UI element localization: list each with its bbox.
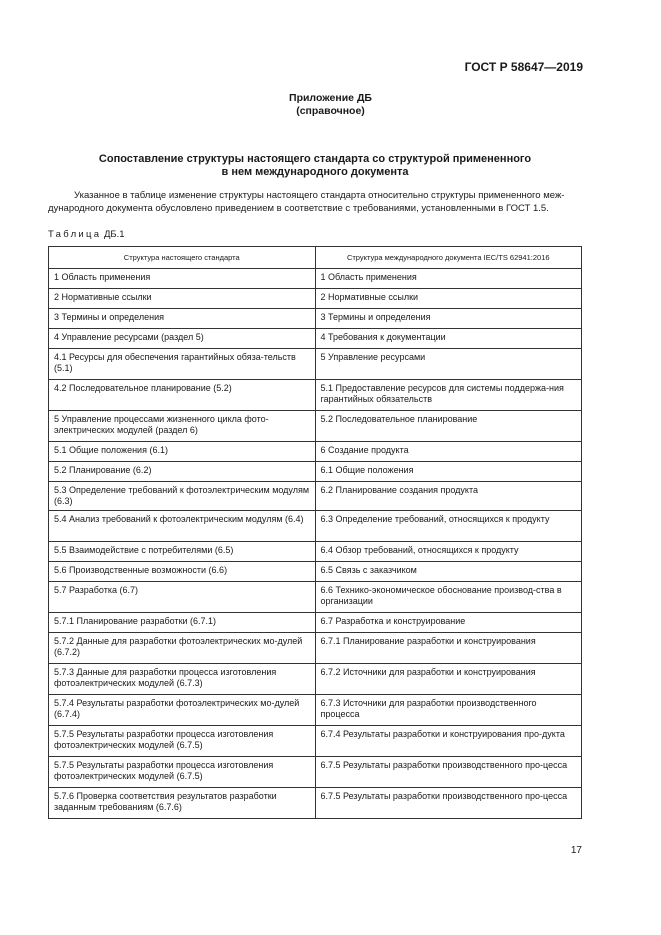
appendix-subtitle: (справочное)	[296, 105, 365, 117]
table-cell-standard: 5.5 Взаимодействие с потребителями (6.5)	[49, 542, 316, 562]
table-cell-international: 6.7.1 Планирование разработки и конструирования	[315, 633, 582, 664]
table-cell-standard: 3 Термины и определения	[49, 309, 316, 329]
table-cell-standard: 5 Управление процессами жизненного цикла фото-электрических модулей (раздел 6)	[49, 411, 316, 442]
table-cell-international: 6.7.2 Источники для разработки и конструирования	[315, 664, 582, 695]
table-cell-standard: 5.7.3 Данные для разработки процесса изготовления фотоэлектрических модулей (6.7.3)	[49, 664, 316, 695]
table-cell-standard: 4 Управление ресурсами (раздел 5)	[49, 329, 316, 349]
section-title-line1: Сопоставление структуры настоящего стандарта со структурой примененного	[98, 153, 532, 165]
table-cell-standard: 5.7.5 Результаты разработки процесса изготовления фотоэлектрических модулей (6.7.5)	[49, 757, 316, 788]
intro-line1: Указанное в таблице изменение структуры настоящего стандарта относительно структуры примененного меж-	[74, 190, 565, 201]
page-number: 17	[570, 845, 582, 856]
table-row	[49, 511, 582, 542]
table-cell-international: 6.1 Общие положения	[315, 462, 582, 482]
table-row	[49, 757, 582, 788]
table-cell-international: 6.3 Определение требований, относящихся к продукту	[315, 511, 582, 542]
table-row	[49, 309, 582, 329]
section-title-line2: в нем международного документа	[221, 166, 409, 178]
table-cell-international: 6.7 Разработка и конструирование	[315, 613, 582, 633]
table-cell-standard: 5.7 Разработка (6.7)	[49, 582, 316, 613]
table-cell-standard: 4.1 Ресурсы для обеспечения гарантийных обяза-тельств (5.1)	[49, 349, 316, 380]
table-cell-international: 6.5 Связь с заказчиком	[315, 562, 582, 582]
document-code: ГОСТ Р 58647—2019	[464, 60, 583, 74]
table-cell-standard: 5.7.5 Результаты разработки процесса изготовления фотоэлектрических модулей (6.7.5)	[49, 726, 316, 757]
table-cell-international: 5.2 Последовательное планирование	[315, 411, 582, 442]
table-row	[49, 542, 582, 562]
intro-paragraph	[48, 189, 582, 215]
table-row	[49, 562, 582, 582]
table-row	[49, 613, 582, 633]
table-row	[49, 442, 582, 462]
table-cell-international: 6.7.3 Источники для разработки производственного процесса	[315, 695, 582, 726]
table-cell-standard: 5.4 Анализ требований к фотоэлектрическим модулям (6.4)	[49, 511, 316, 542]
table-row	[49, 269, 582, 289]
table-row	[49, 349, 582, 380]
table-row	[49, 582, 582, 613]
table-row	[49, 788, 582, 819]
table-cell-international: 3 Термины и определения	[315, 309, 582, 329]
table-cell-standard: 5.1 Общие положения (6.1)	[49, 442, 316, 462]
table-row	[49, 380, 582, 411]
table-cell-international: 6 Создание продукта	[315, 442, 582, 462]
table-row	[49, 462, 582, 482]
table-cell-international: 2 Нормативные ссылки	[315, 289, 582, 309]
table-caption-prefix: Таблица	[48, 229, 102, 240]
table-cell-international: 6.4 Обзор требований, относящихся к продукту	[315, 542, 582, 562]
section-title	[60, 153, 570, 179]
table-row	[49, 411, 582, 442]
table-row	[49, 482, 582, 511]
table-cell-standard: 1 Область применения	[49, 269, 316, 289]
table-row	[49, 633, 582, 664]
table-cell-standard: 5.6 Производственные возможности (6.6)	[49, 562, 316, 582]
table-cell-standard: 5.2 Планирование (6.2)	[49, 462, 316, 482]
structure-comparison-table	[48, 246, 582, 819]
table-cell-standard: 5.7.6 Проверка соответствия результатов разработки заданным требованиям (6.7.6)	[49, 788, 316, 819]
table-row	[49, 726, 582, 757]
intro-line2: дународного документа обусловлено приведением в соответствие с требованиями, установленными в ГОСТ 1.5.	[48, 203, 549, 214]
table-cell-international: 4 Требования к документации	[315, 329, 582, 349]
table-cell-standard: 4.2 Последовательное планирование (5.2)	[49, 380, 316, 411]
table-header-left: Структура настоящего стандарта	[49, 247, 316, 269]
table-cell-international: 6.7.5 Результаты разработки производственного про-цесса	[315, 757, 582, 788]
table-caption	[48, 229, 125, 240]
appendix-title: Приложение ДБ	[289, 92, 372, 104]
table-cell-international: 6.6 Технико-экономическое обоснование производ-ства в организации	[315, 582, 582, 613]
table-cell-standard: 5.7.1 Планирование разработки (6.7.1)	[49, 613, 316, 633]
table-cell-international: 5.1 Предоставление ресурсов для системы поддержа-ния гарантийных обязательств	[315, 380, 582, 411]
table-cell-standard: 2 Нормативные ссылки	[49, 289, 316, 309]
table-cell-international: 1 Область применения	[315, 269, 582, 289]
table-row	[49, 329, 582, 349]
table-cell-standard: 5.7.4 Результаты разработки фотоэлектрических мо-дулей (6.7.4)	[49, 695, 316, 726]
table-cell-international: 6.2 Планирование создания продукта	[315, 482, 582, 511]
table-header-row	[49, 247, 582, 269]
table-header-right: Структура международного документа IEC/TS 62941:2016	[315, 247, 582, 269]
table-cell-standard: 5.3 Определение требований к фотоэлектрическим модулям (6.3)	[49, 482, 316, 511]
appendix-heading	[0, 92, 661, 118]
table-row	[49, 664, 582, 695]
table-cell-international: 5 Управление ресурсами	[315, 349, 582, 380]
table-cell-international: 6.7.4 Результаты разработки и конструирования про-дукта	[315, 726, 582, 757]
table-caption-id: ДБ.1	[104, 229, 125, 240]
table-cell-international: 6.7.5 Результаты разработки производственного про-цесса	[315, 788, 582, 819]
table-row	[49, 289, 582, 309]
table-row	[49, 695, 582, 726]
table-cell-standard: 5.7.2 Данные для разработки фотоэлектрических мо-дулей (6.7.2)	[49, 633, 316, 664]
